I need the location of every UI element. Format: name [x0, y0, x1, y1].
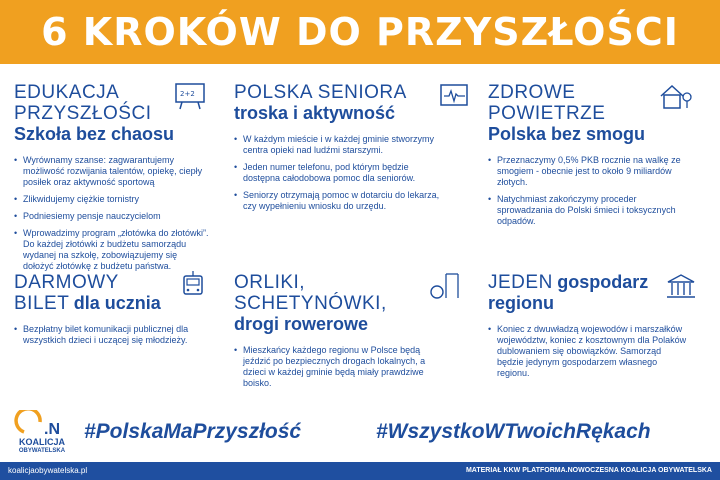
- section-senior: [234, 82, 448, 218]
- list-item: • Natychmiast zakończymy proceder sprowadzania do Polski śmieci i toksycznych odpadów.: [488, 194, 688, 227]
- section-subtitle: troska i aktywność: [234, 103, 396, 123]
- section-region: [488, 272, 688, 385]
- tram-icon: [176, 270, 210, 298]
- section-title-line: POLSKA SENIORA: [234, 82, 407, 103]
- section-subtitle: drogi rowerowe: [234, 314, 369, 334]
- section-title-line: SCHETYNÓWKI,: [234, 293, 387, 314]
- list-item: • Koniec z dwuwładzą wojewodów i marszałków województw, koniec z kosztownym dla Polaków dublowaniem się obowiązków. Samorząd będzie jedynym gospodarzem własnego regionu.: [488, 324, 688, 379]
- list-item: • Bezpłatny bilet komunikacji publicznej dla wszystkich dzieci i uczącej się młodzieży.: [14, 324, 210, 346]
- section-title-line: JEDEN: [488, 272, 553, 293]
- section-title-line: POWIETRZE: [488, 103, 606, 124]
- government-building-icon: [664, 272, 698, 300]
- page-title: 6 KROKÓW DO PRZYSZŁOŚCI: [41, 10, 679, 54]
- section-subtitle-inline: gospodarz: [557, 272, 649, 292]
- footer-bar: [0, 462, 720, 480]
- heart-monitor-icon: [438, 82, 472, 110]
- website-link[interactable]: koalicjaobywatelska.pl: [8, 466, 88, 475]
- list-item: • Zlikwidujemy ciężkie tornistry: [14, 194, 210, 205]
- logo-text: [10, 437, 74, 455]
- section-title-line: BILET: [14, 293, 70, 314]
- section-title-line: ORLIKI,: [234, 272, 306, 293]
- list-item: • Podniesiemy pensje nauczycielom: [14, 211, 210, 222]
- bullet-list: [234, 134, 448, 212]
- blackboard-icon: [174, 82, 208, 110]
- list-item: • Mieszkańcy każdego regionu w Polsce będą jeździć po bezpiecznych drogach lokalnych, a dzieci w każdej gminie będą miały prawdziwe boisko.: [234, 345, 448, 389]
- list-item: • Jeden numer telefonu, pod którym będzie dostępna całodobowa pomoc dla seniorów.: [234, 162, 448, 184]
- house-tree-icon: [658, 82, 692, 110]
- section-sport: [234, 272, 448, 395]
- logo-line-1: KOALICJA: [18, 437, 65, 447]
- list-item: • Przeznaczymy 0,5% PKB rocznie na walkę ze smogiem - obecnie jest to około 9 miliardów złotych.: [488, 155, 688, 188]
- section-subtitle: regionu: [488, 293, 554, 313]
- svg-text:2+2: 2+2: [180, 90, 195, 98]
- bullet-list: [234, 345, 448, 389]
- section-education: [14, 82, 210, 278]
- hashtag-future: #PolskaMaPrzyszłość: [84, 420, 302, 443]
- section-title-line: DARMOWY: [14, 272, 119, 293]
- bullet-list: [488, 324, 688, 379]
- football-goal-icon: [428, 272, 462, 300]
- list-item: • W każdym mieście i w każdej gminie stworzymy centra opieki nad ludźmi starszymi.: [234, 134, 448, 156]
- logo-mark: .N: [44, 421, 60, 438]
- section-title-line: PRZYSZŁOŚCI: [14, 103, 152, 124]
- list-item: • Wyrównamy szanse: zagwarantujemy możliwość rozwijania talentów, opiekę, ciepły posiłek oraz aktywność sportową: [14, 155, 210, 188]
- section-subtitle: Polska bez smogu: [488, 124, 646, 144]
- bullet-list: [14, 324, 210, 346]
- section-title-line: EDUKACJA: [14, 82, 120, 103]
- header-banner: [0, 0, 720, 64]
- footer-credit: MATERIAŁ KKW PLATFORMA.NOWOCZESNA KOALICJA OBYWATELSKA: [465, 467, 712, 474]
- logo-line-2: OBYWATELSKA: [18, 448, 66, 454]
- section-subtitle: Szkoła bez chaosu: [14, 124, 175, 144]
- bullet-list: [488, 155, 688, 227]
- section-title-line: ZDROWE: [488, 82, 576, 103]
- hashtag-hands: #WszystkoWTwoichRękach: [376, 420, 651, 443]
- bullet-list: [14, 155, 210, 272]
- list-item: • Seniorzy otrzymają pomoc w dotarciu do lekarza, czy wypełnieniu wniosku do urzędu.: [234, 190, 448, 212]
- section-subtitle: dla ucznia: [73, 293, 161, 313]
- list-item: • Wprowadzimy program „złotówka do złotówki”. Do każdej złotówki z budżetu samorządu wydanej na szkołę, zobowiązujemy się dołożyć złotówkę z budżetu państwa.: [14, 228, 210, 272]
